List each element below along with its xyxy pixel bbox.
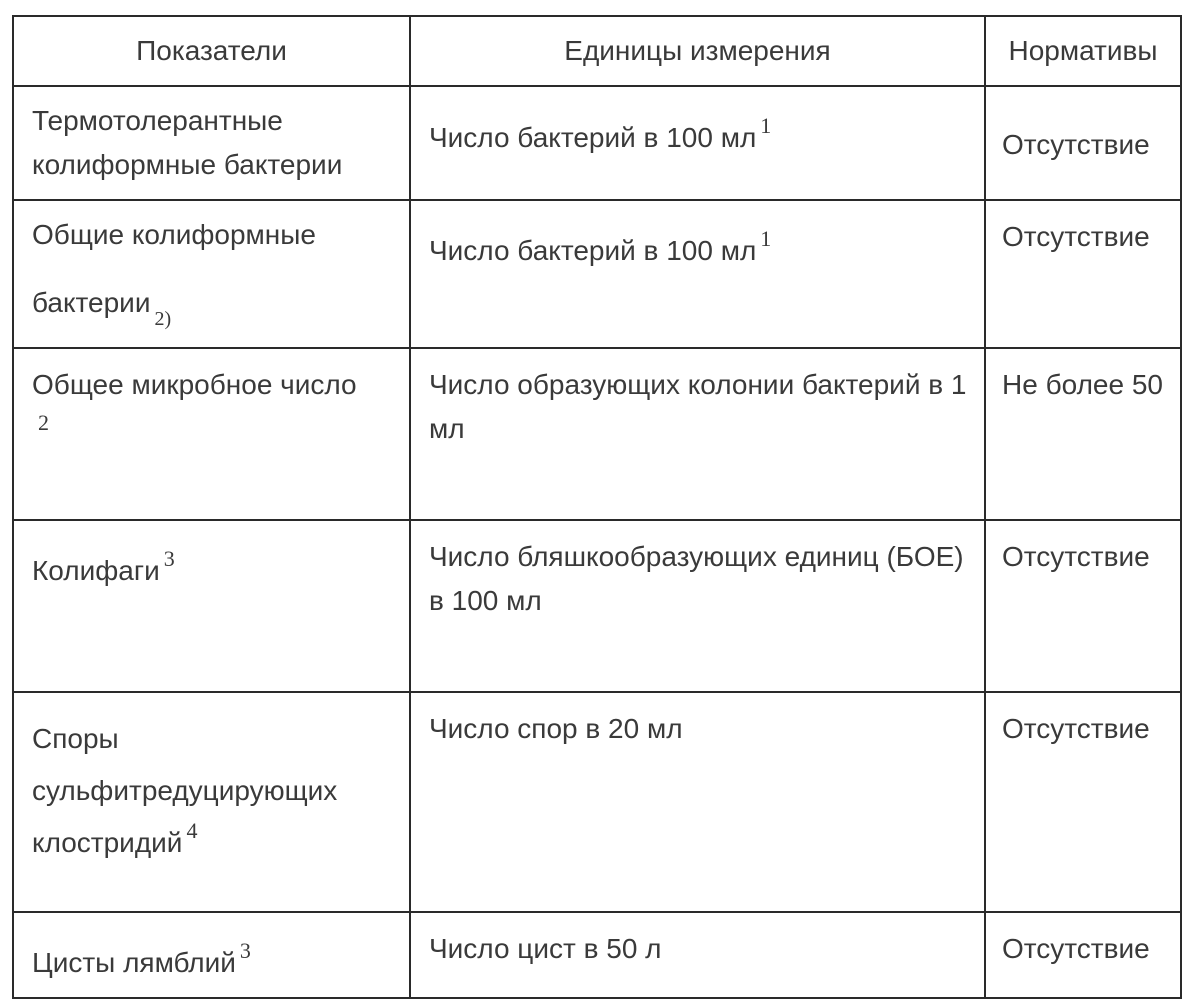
table-row: [13, 520, 1181, 692]
table-row: [13, 200, 1181, 348]
indicator-cell: [13, 912, 410, 998]
indicator-text: Общее микробное число: [32, 369, 357, 400]
unit-cell: [410, 912, 985, 998]
norm-cell: [985, 692, 1181, 912]
indicator-footnote-mark: 2): [154, 307, 172, 330]
table-row: [13, 912, 1181, 998]
standards-table: [12, 15, 1182, 999]
indicator-footnote-mark: 3: [239, 937, 251, 963]
unit-footnote-mark: 1: [760, 112, 772, 138]
unit-text: Число цист в 50 л: [429, 933, 662, 964]
table-row: [13, 348, 1181, 520]
unit-cell: [410, 348, 985, 520]
indicator-text: Споры сульфитредуцирующих клостридий: [32, 723, 338, 858]
unit-text: Число бляшкообразующих единиц (БОЕ) в 100 мл: [429, 541, 964, 616]
unit-text: Число спор в 20 мл: [429, 713, 683, 744]
indicator-text: Термотолерантные колиформные бактерии: [32, 105, 343, 180]
table-row: [13, 86, 1181, 200]
unit-text: Число бактерий в 100 мл: [429, 122, 757, 153]
table-header-row: [13, 16, 1181, 86]
header-units: Единицы измерения: [410, 16, 985, 86]
norm-text: Не более 50: [1002, 369, 1163, 400]
table-row: [13, 692, 1181, 912]
indicator-cell: [13, 520, 410, 692]
indicator-footnote-mark: 2: [38, 410, 49, 435]
norm-text: Отсутствие: [1002, 541, 1150, 572]
indicator-text: Общие колиформные бактерии: [32, 219, 316, 318]
norm-cell: [985, 200, 1181, 348]
indicator-text: Колифаги: [32, 555, 160, 586]
norm-cell: [985, 86, 1181, 200]
indicator-text: Цисты лямблий: [32, 947, 236, 978]
unit-cell: [410, 200, 985, 348]
unit-cell: [410, 692, 985, 912]
indicator-footnote-mark: 3: [163, 545, 175, 571]
norm-cell: [985, 348, 1181, 520]
unit-footnote-mark: 1: [760, 225, 772, 251]
norm-text: Отсутствие: [1002, 221, 1150, 252]
unit-text: Число бактерий в 100 мл: [429, 235, 757, 266]
norm-text: Отсутствие: [1002, 933, 1150, 964]
norm-text: Отсутствие: [1002, 129, 1150, 160]
indicator-footnote-mark: 4: [186, 817, 198, 843]
norm-cell: [985, 520, 1181, 692]
norm-text: Отсутствие: [1002, 713, 1150, 744]
indicator-cell: [13, 692, 410, 912]
unit-text: Число образующих колонии бактерий в 1 мл: [429, 369, 967, 444]
header-norms: Нормативы: [985, 16, 1181, 86]
unit-cell: [410, 86, 985, 200]
indicator-cell: [13, 348, 410, 520]
unit-cell: [410, 520, 985, 692]
indicator-cell: [13, 86, 410, 200]
indicator-cell: [13, 200, 410, 348]
norm-cell: [985, 912, 1181, 998]
header-indicators: Показатели: [13, 16, 410, 86]
